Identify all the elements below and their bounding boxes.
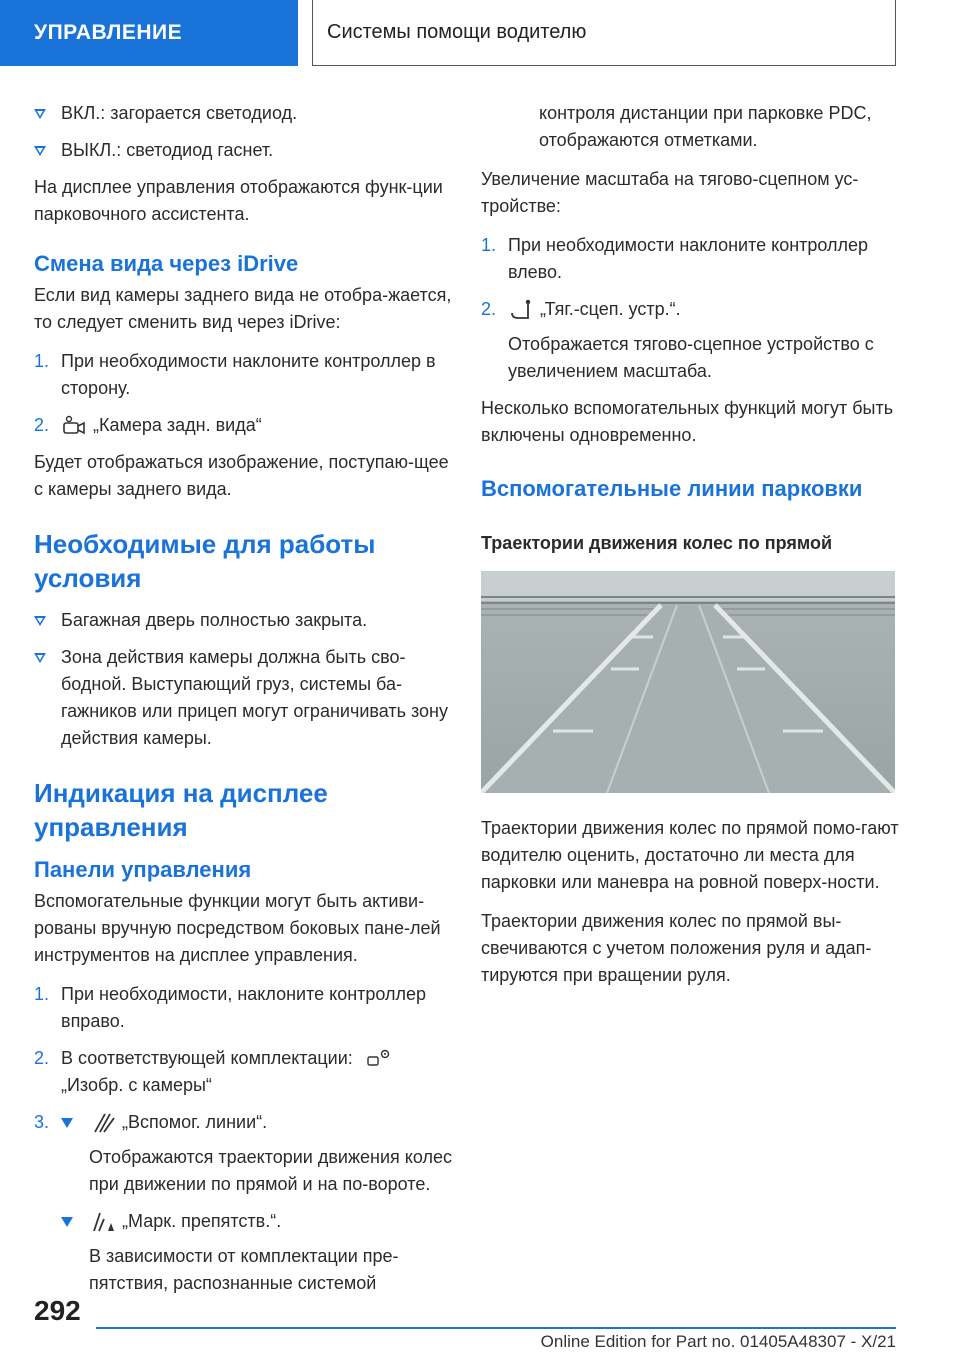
paragraph: Траектории движения колес по прямой помо-гают водителю оценить, достаточно ли места для парковки или маневра на ровной поверх-ности. (481, 818, 899, 892)
step-item: 2. „Камера задн. вида“ (34, 412, 454, 439)
bullet-triangle-icon (34, 616, 46, 626)
left-column (34, 100, 454, 1307)
list-item: ВКЛ.: загорается светодиод. (34, 100, 454, 127)
heading-display: Индикация на дисплее управления (34, 778, 328, 842)
heading-straight-trajectories: Траектории движения колес по прямой (481, 533, 833, 553)
step-item: 2. В соответствующей комплектации: „Изобр. с камеры“ (34, 1045, 454, 1099)
heading-conditions: Необходимые для работы условия (34, 529, 376, 593)
step-description: В зависимости от комплектации пре-пятствия, распознанные системой (89, 1246, 399, 1293)
camera-settings-icon (366, 1048, 392, 1070)
paragraph: Будет отображаться изображение, поступаю-щее с камеры заднего вида. (34, 452, 449, 499)
section-title: Системы помощи водителю (312, 0, 896, 66)
heading-panels: Панели управления (34, 857, 252, 882)
step-item: 1. При необходимости наклоните контроллер влево. (481, 235, 869, 282)
right-column (481, 100, 901, 1001)
bullet-triangle-icon (61, 1118, 73, 1128)
tow-hitch-icon (508, 299, 534, 321)
step-item: 3. „Вспомог. линии“. Отображаются траектории движения колес при движении по прямой и на по-вороте. „Марк. препятств.“. В зависимости от комплектации пре-пятствия, распознанные системой (34, 1109, 454, 1297)
paragraph: Несколько вспомогательных функций могут быть включены одновременно. (481, 398, 894, 445)
paragraph-continued: контроля дистанции при парковке PDC, отображаются отметками. (539, 103, 872, 150)
obstacle-marker-icon (90, 1211, 116, 1233)
list-item: Зона действия камеры должна быть сво-бодной. Выступающий груз, системы ба-гажников или прицеп могут ограничивать зону действия камеры. (34, 644, 454, 752)
page-number: 292 (34, 1295, 81, 1326)
list-item: ВЫКЛ.: светодиод гаснет. (34, 137, 454, 164)
bullet-triangle-icon (34, 146, 46, 156)
rear-camera-icon (61, 415, 87, 437)
step-item: 2. „Тяг.-сцеп. устр.“. Отображается тягово-сцепное устройство с увеличением масштаба. (481, 296, 901, 385)
paragraph: На дисплее управления отображаются функ-ции парковочного ассистента. (34, 177, 443, 224)
trajectory-illustration (481, 571, 895, 793)
edition-footer: Online Edition for Part no. 01405A48307 - X/21 (540, 1332, 896, 1351)
paragraph: Увеличение масштаба на тягово-сцепном ус-тройстве: (481, 169, 859, 216)
chapter-tab: УПРАВЛЕНИЕ (0, 0, 298, 66)
footer-divider (96, 1327, 896, 1329)
step-description: Отображаются траектории движения колес при движении по прямой и на по-вороте. (89, 1147, 452, 1194)
bullet-triangle-icon (34, 653, 46, 663)
list-item: Багажная дверь полностью закрыта. (34, 607, 454, 634)
step-description: Отображается тягово-сцепное устройство с увеличением масштаба. (508, 334, 874, 381)
paragraph: Если вид камеры заднего вида не отобра-жается, то следует сменить вид через iDrive: (34, 285, 452, 332)
step-item: 1. При необходимости, наклоните контроллер вправо. (34, 984, 427, 1031)
step-item: 1. При необходимости наклоните контроллер в сторону. (34, 351, 436, 398)
heading-parking-lines: Вспомогательные линии парковки (481, 476, 863, 501)
paragraph: Траектории движения колес по прямой вы-свечиваются с учетом положения руля и адап-тируются при вращении руля. (481, 911, 872, 985)
bullet-triangle-icon (34, 109, 46, 119)
paragraph: Вспомогательные функции могут быть активи-рованы вручную посредством боковых пане-лей инструментов на дисплее управления. (34, 891, 441, 965)
list-item: „Марк. препятств.“. В зависимости от комплектации пре-пятствия, распознанные системой (61, 1208, 454, 1297)
aux-lines-icon (90, 1112, 116, 1134)
heading-change-view: Смена вида через iDrive (34, 251, 299, 276)
bullet-triangle-icon (61, 1217, 73, 1227)
